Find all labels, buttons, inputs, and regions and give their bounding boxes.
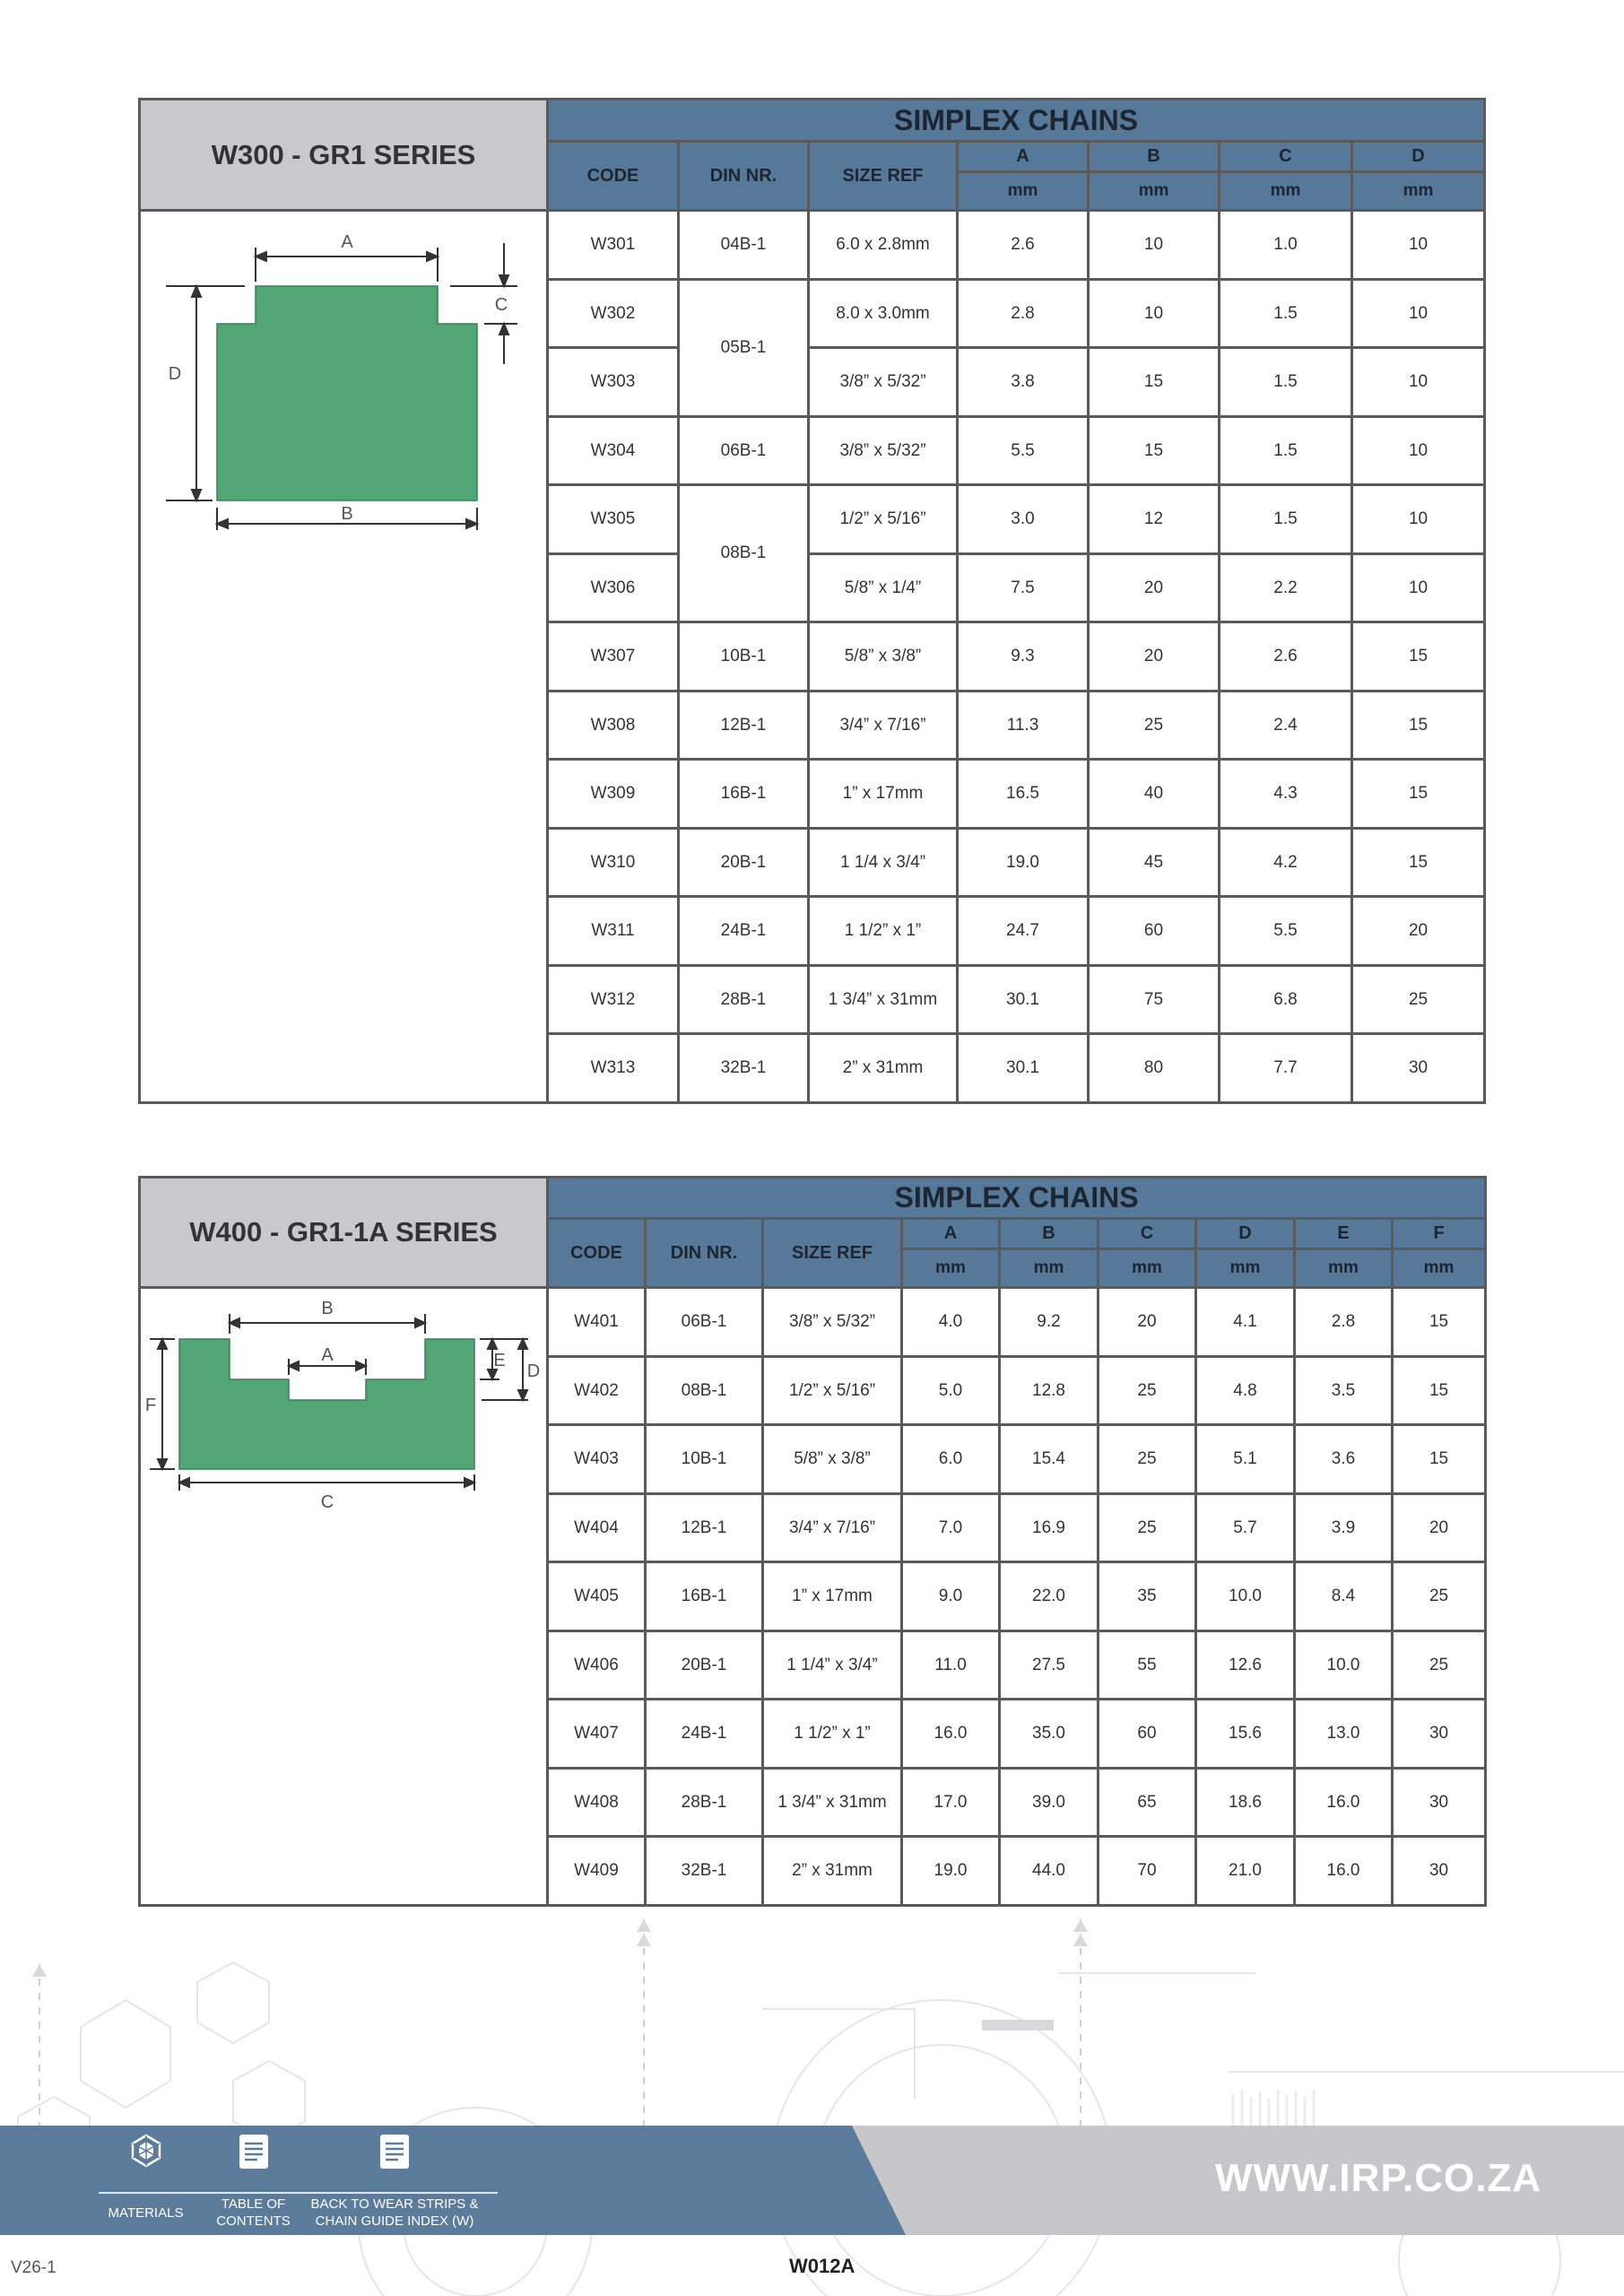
w300-c-cell: 7.7 [1220,1034,1352,1103]
w300-code-cell: W306 [548,554,679,622]
w400-code-cell: W403 [548,1425,646,1494]
w300-d-cell: 10 [1352,211,1485,280]
w400-dim-label-f: F [144,1396,157,1415]
document-icon [238,2133,270,2170]
w400-a-cell: 4.0 [902,1288,1000,1357]
w400-unit: mm [1196,1249,1295,1288]
w400-f-cell: 25 [1393,1562,1486,1631]
w400-f-cell: 15 [1393,1288,1486,1357]
w400-size-cell: 1 3/4” x 31mm [763,1769,902,1837]
w400-section-title: SIMPLEX CHAINS [548,1178,1486,1219]
w400-size-cell: 5/8” x 3/8” [763,1425,902,1494]
w300-col-size: SIZE REF [809,142,958,211]
w300-size-cell: 1 1/2” x 1” [809,897,958,966]
w400-c-cell: 55 [1099,1631,1196,1700]
background-gear-pattern [0,1919,1624,2296]
w400-size-cell: 1/2” x 5/16” [763,1357,902,1425]
w300-col-d: D [1352,142,1485,172]
w300-d-cell: 30 [1352,1034,1485,1103]
w400-e-cell: 2.8 [1295,1288,1393,1357]
w300-size-cell: 5/8” x 1/4” [809,554,958,622]
w400-din-cell: 28B-1 [646,1769,763,1837]
w400-din-cell: 24B-1 [646,1700,763,1769]
w400-code-cell: W402 [548,1357,646,1425]
w400-col-c: C [1099,1219,1196,1249]
w300-c-cell: 1.5 [1220,280,1352,348]
w300-din-cell: 24B-1 [679,897,809,966]
w300-code-cell: W303 [548,348,679,417]
w300-a-cell: 9.3 [958,622,1089,691]
w400-din-cell: 08B-1 [646,1357,763,1425]
w300-a-cell: 30.1 [958,1034,1089,1103]
w400-d-cell: 10.0 [1196,1562,1295,1631]
w400-series-title: W400 - GR1-1A SERIES [140,1178,548,1288]
w400-e-cell: 10.0 [1295,1631,1393,1700]
w400-col-e: E [1295,1219,1393,1249]
w300-d-cell: 15 [1352,829,1485,897]
w300-c-cell: 2.2 [1220,554,1352,622]
w300-b-cell: 40 [1089,760,1220,829]
w400-f-cell: 20 [1393,1494,1486,1562]
w400-code-cell: W408 [548,1769,646,1837]
w400-b-cell: 44.0 [1000,1837,1099,1906]
w300-code-cell: W313 [548,1034,679,1103]
w400-profile-diagram-cell [140,1288,548,1906]
w400-f-cell: 30 [1393,1700,1486,1769]
w400-c-cell: 20 [1099,1288,1196,1357]
w300-series-title: W300 - GR1 SERIES [140,100,548,211]
w300-b-cell: 10 [1089,280,1220,348]
w400-code-cell: W406 [548,1631,646,1700]
w400-dim-label-c: C [320,1492,334,1512]
w300-profile-shape [217,286,477,500]
nav-back-label-line2: CHAIN GUIDE INDEX (W) [315,2213,474,2229]
w400-e-cell: 8.4 [1295,1562,1393,1631]
w300-unit: mm [958,172,1089,211]
w400-d-cell: 21.0 [1196,1837,1295,1906]
w300-d-cell: 20 [1352,897,1485,966]
w400-unit: mm [1295,1249,1393,1288]
nav-materials-link[interactable] [90,2133,202,2222]
w400-size-cell: 1 1/2” x 1” [763,1700,902,1769]
w400-col-d: D [1196,1219,1295,1249]
materials-icon [128,2133,164,2169]
w400-din-cell: 32B-1 [646,1837,763,1906]
w400-b-cell: 27.5 [1000,1631,1099,1700]
w400-unit: mm [1000,1249,1099,1288]
w400-c-cell: 70 [1099,1837,1196,1906]
w300-din-cell: 05B-1 [679,280,809,417]
w300-a-cell: 2.6 [958,211,1089,280]
nav-materials-label: MATERIALS [108,2205,184,2221]
w300-d-cell: 10 [1352,348,1485,417]
w300-dim-label-a: A [341,232,353,252]
w300-size-cell: 6.0 x 2.8mm [809,211,958,280]
w400-dim-label-d: D [526,1361,541,1381]
w400-size-cell: 3/4” x 7/16” [763,1494,902,1562]
w300-d-cell: 10 [1352,554,1485,622]
w300-size-cell: 1/2” x 5/16” [809,485,958,554]
w300-d-cell: 15 [1352,622,1485,691]
w300-unit: mm [1089,172,1220,211]
w400-a-cell: 17.0 [902,1769,1000,1837]
w300-code-cell: W307 [548,622,679,691]
w300-profile-diagram-cell [140,211,548,1103]
w300-c-cell: 4.3 [1220,760,1352,829]
website-url[interactable]: WWW.IRP.CO.ZA [1215,2156,1542,2200]
w300-din-cell: 08B-1 [679,485,809,622]
w300-dim-label-c: C [494,295,508,315]
w400-a-cell: 9.0 [902,1562,1000,1631]
w400-b-cell: 16.9 [1000,1494,1099,1562]
w400-code-cell: W407 [548,1700,646,1769]
nav-back-to-index-link[interactable] [296,2133,493,2230]
w300-size-cell: 3/4” x 7/16” [809,691,958,760]
w400-f-cell: 15 [1393,1425,1486,1494]
w300-b-cell: 60 [1089,897,1220,966]
w300-d-cell: 15 [1352,691,1485,760]
footer-nav-divider [99,2192,498,2194]
w400-col-din: DIN NR. [646,1219,763,1288]
w300-size-cell: 1 1/4 x 3/4” [809,829,958,897]
w400-d-cell: 5.1 [1196,1425,1295,1494]
w400-code-cell: W405 [548,1562,646,1631]
w300-code-cell: W308 [548,691,679,760]
w300-d-cell: 10 [1352,417,1485,485]
w300-size-cell: 5/8” x 3/8” [809,622,958,691]
w300-din-cell: 16B-1 [679,760,809,829]
w400-b-cell: 15.4 [1000,1425,1099,1494]
w400-d-cell: 4.8 [1196,1357,1295,1425]
w400-e-cell: 16.0 [1295,1769,1393,1837]
w300-c-cell: 1.0 [1220,211,1352,280]
w300-c-cell: 6.8 [1220,966,1352,1034]
w300-b-cell: 12 [1089,485,1220,554]
w300-din-cell: 04B-1 [679,211,809,280]
w400-b-cell: 12.8 [1000,1357,1099,1425]
w300-code-cell: W310 [548,829,679,897]
w400-b-cell: 22.0 [1000,1562,1099,1631]
w300-d-cell: 15 [1352,760,1485,829]
w400-size-cell: 2” x 31mm [763,1837,902,1906]
w400-dim-label-a: A [321,1345,334,1365]
w400-col-f: F [1393,1219,1486,1249]
w400-a-cell: 6.0 [902,1425,1000,1494]
w400-f-cell: 25 [1393,1631,1486,1700]
w400-dim-label-e: E [493,1351,506,1370]
w400-din-cell: 20B-1 [646,1631,763,1700]
w300-spec-table [138,98,1486,1104]
w400-f-cell: 15 [1393,1357,1486,1425]
w300-din-cell: 20B-1 [679,829,809,897]
w400-size-cell: 1” x 17mm [763,1562,902,1631]
nav-back-label-line1: BACK TO WEAR STRIPS & [310,2196,479,2212]
w400-col-a: A [902,1219,1000,1249]
w400-unit: mm [902,1249,1000,1288]
w300-col-code: CODE [548,142,679,211]
w300-c-cell: 4.2 [1220,829,1352,897]
w400-e-cell: 3.6 [1295,1425,1393,1494]
w300-d-cell: 25 [1352,966,1485,1034]
w300-din-cell: 06B-1 [679,417,809,485]
w400-din-cell: 16B-1 [646,1562,763,1631]
w300-col-c: C [1220,142,1352,172]
w400-unit: mm [1393,1249,1486,1288]
w300-size-cell: 3/8” x 5/32” [809,417,958,485]
w300-code-cell: W304 [548,417,679,485]
w300-code-cell: W312 [548,966,679,1034]
w400-din-cell: 10B-1 [646,1425,763,1494]
w400-a-cell: 11.0 [902,1631,1000,1700]
w400-spec-table [138,1176,1487,1907]
w300-b-cell: 25 [1089,691,1220,760]
w300-a-cell: 3.0 [958,485,1089,554]
w300-d-cell: 10 [1352,280,1485,348]
w400-e-cell: 3.9 [1295,1494,1393,1562]
w300-a-cell: 30.1 [958,966,1089,1034]
w400-code-cell: W409 [548,1837,646,1906]
w400-c-cell: 25 [1099,1357,1196,1425]
w300-dim-label-b: B [341,504,353,524]
w300-code-cell: W311 [548,897,679,966]
w300-profile-diagram [141,212,549,524]
w300-col-a: A [958,142,1089,172]
w400-c-cell: 65 [1099,1769,1196,1837]
w300-b-cell: 45 [1089,829,1220,897]
w300-a-cell: 24.7 [958,897,1089,966]
w400-c-cell: 35 [1099,1562,1196,1631]
w400-c-cell: 25 [1099,1494,1196,1562]
w300-b-cell: 20 [1089,554,1220,622]
w300-c-cell: 5.5 [1220,897,1352,966]
w400-din-cell: 12B-1 [646,1494,763,1562]
w400-a-cell: 5.0 [902,1357,1000,1425]
w300-size-cell: 1” x 17mm [809,760,958,829]
w400-d-cell: 15.6 [1196,1700,1295,1769]
w300-c-cell: 2.6 [1220,622,1352,691]
w400-col-b: B [1000,1219,1099,1249]
w300-b-cell: 10 [1089,211,1220,280]
nav-toc-label-line2: CONTENTS [216,2213,291,2229]
w300-dim-label-d: D [168,364,182,384]
nav-toc-label-line1: TABLE OF [221,2196,286,2212]
w300-c-cell: 1.5 [1220,417,1352,485]
w400-col-size: SIZE REF [763,1219,902,1288]
w300-unit: mm [1220,172,1352,211]
w300-code-cell: W301 [548,211,679,280]
w400-code-cell: W401 [548,1288,646,1357]
w300-size-cell: 3/8” x 5/32” [809,348,958,417]
w400-d-cell: 18.6 [1196,1769,1295,1837]
w400-unit: mm [1099,1249,1196,1288]
w300-b-cell: 80 [1089,1034,1220,1103]
w300-din-cell: 32B-1 [679,1034,809,1103]
w300-section-title: SIMPLEX CHAINS [548,100,1485,142]
w300-b-cell: 75 [1089,966,1220,1034]
w400-b-cell: 39.0 [1000,1769,1099,1837]
w400-a-cell: 16.0 [902,1700,1000,1769]
w300-a-cell: 3.8 [958,348,1089,417]
w300-a-cell: 5.5 [958,417,1089,485]
w300-a-cell: 2.8 [958,280,1089,348]
w400-dim-label-b: B [321,1299,334,1318]
w300-a-cell: 16.5 [958,760,1089,829]
w400-din-cell: 06B-1 [646,1288,763,1357]
w300-c-cell: 1.5 [1220,348,1352,417]
w400-size-cell: 3/8” x 5/32” [763,1288,902,1357]
w300-d-cell: 10 [1352,485,1485,554]
w300-b-cell: 15 [1089,348,1220,417]
w300-size-cell: 8.0 x 3.0mm [809,280,958,348]
w400-a-cell: 19.0 [902,1837,1000,1906]
w300-din-cell: 28B-1 [679,966,809,1034]
w300-unit: mm [1352,172,1485,211]
w300-din-cell: 12B-1 [679,691,809,760]
w400-e-cell: 16.0 [1295,1837,1393,1906]
w400-e-cell: 13.0 [1295,1700,1393,1769]
w400-code-cell: W404 [548,1494,646,1562]
w400-size-cell: 1 1/4” x 3/4” [763,1631,902,1700]
footer-nav [90,2133,502,2231]
w400-d-cell: 4.1 [1196,1288,1295,1357]
w400-c-cell: 25 [1099,1425,1196,1494]
w300-c-cell: 1.5 [1220,485,1352,554]
w400-d-cell: 5.7 [1196,1494,1295,1562]
w400-col-code: CODE [548,1219,646,1288]
w300-a-cell: 7.5 [958,554,1089,622]
w400-profile-diagram [141,1289,549,1512]
w300-col-din: DIN NR. [679,142,809,211]
w300-size-cell: 1 3/4” x 31mm [809,966,958,1034]
w400-f-cell: 30 [1393,1769,1486,1837]
w400-e-cell: 3.5 [1295,1357,1393,1425]
version-label: V26-1 [11,2258,56,2277]
w400-d-cell: 12.6 [1196,1631,1295,1700]
w300-b-cell: 20 [1089,622,1220,691]
w400-b-cell: 9.2 [1000,1288,1099,1357]
page-code: W012A [789,2255,855,2277]
w300-code-cell: W302 [548,280,679,348]
w300-col-b: B [1089,142,1220,172]
w300-code-cell: W305 [548,485,679,554]
w400-c-cell: 60 [1099,1700,1196,1769]
document-icon [378,2133,411,2170]
w400-b-cell: 35.0 [1000,1700,1099,1769]
w300-a-cell: 19.0 [958,829,1089,897]
w300-size-cell: 2” x 31mm [809,1034,958,1103]
w300-b-cell: 15 [1089,417,1220,485]
w300-code-cell: W309 [548,760,679,829]
w400-f-cell: 30 [1393,1837,1486,1906]
w300-c-cell: 2.4 [1220,691,1352,760]
w300-a-cell: 11.3 [958,691,1089,760]
w300-din-cell: 10B-1 [679,622,809,691]
w400-a-cell: 7.0 [902,1494,1000,1562]
